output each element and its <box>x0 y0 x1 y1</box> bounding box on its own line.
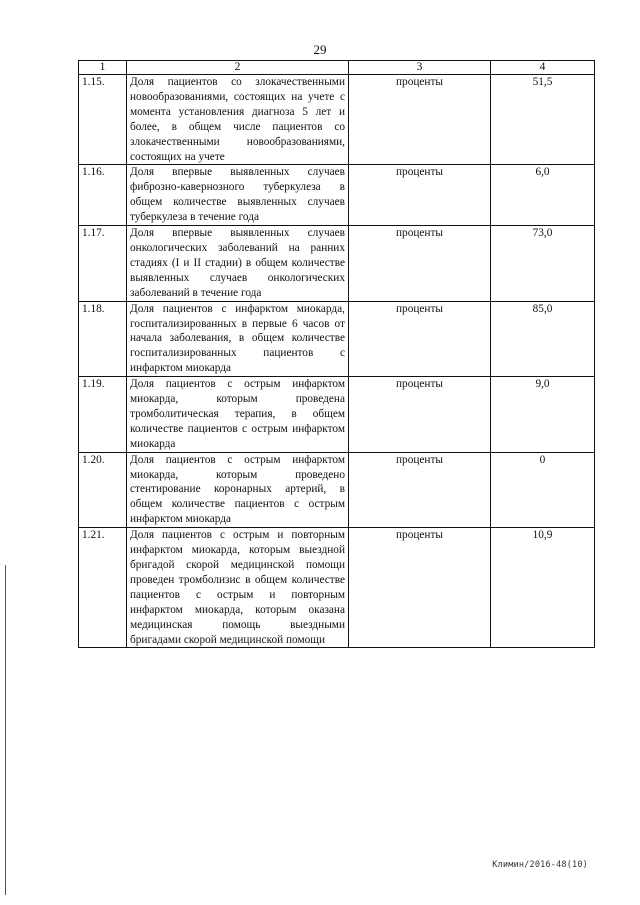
row-indicator-text: Доля пациентов со злокачественными новообразованиями, состоящих на учете с момента установления диагноза 5 лет и более, в общем числе пациентов со злокачественными новообразованиями, состоящих на учете <box>127 75 349 165</box>
table-row <box>79 528 595 648</box>
row-indicator-text: Доля пациентов с острым инфарктом миокарда, которым проведена тромболитическая терапия, в общем количестве пациентов с острым инфарктом миокарда <box>127 377 349 453</box>
column-header-1: 1 <box>79 61 127 75</box>
row-value: 85,0 <box>491 301 595 377</box>
scan-margin-line <box>5 565 6 895</box>
row-unit: проценты <box>349 75 491 165</box>
table-header-row <box>79 61 595 75</box>
page-number: 29 <box>313 42 327 57</box>
row-value: 10,9 <box>491 528 595 648</box>
row-number: 1.16. <box>79 165 127 226</box>
row-number: 1.19. <box>79 377 127 453</box>
row-indicator-text: Доля впервые выявленных случаев фиброзно-кавернозного туберкулеза в общем количестве выявленных случаев туберкулеза в течение года <box>127 165 349 226</box>
row-value: 73,0 <box>491 226 595 302</box>
column-header-2: 2 <box>127 61 349 75</box>
table-row <box>79 165 595 226</box>
row-number: 1.20. <box>79 452 127 528</box>
row-value: 6,0 <box>491 165 595 226</box>
row-unit: проценты <box>349 377 491 453</box>
row-number: 1.18. <box>79 301 127 377</box>
row-value: 51,5 <box>491 75 595 165</box>
row-indicator-text: Доля пациентов с острым и повторным инфарктом миокарда, которым выездной бригадой скорой медицинской помощи проведен тромболизис в общем количестве пациентов с острым и повторным инфарктом миокарда, которым оказана медицинская помощь выездными бригадами скорой медицинской помощи <box>127 528 349 648</box>
row-unit: проценты <box>349 301 491 377</box>
row-indicator-text: Доля пациентов с острым инфарктом миокарда, которым проведено стентирование коронарных артерий, в общем количестве пациентов с острым инфарктом миокарда <box>127 452 349 528</box>
row-indicator-text: Доля пациентов с инфарктом миокарда, госпитализированных в первые 6 часов от начала заболевания, в общем количестве госпитализированных пациентов с инфарктом миокарда <box>127 301 349 377</box>
indicators-table <box>78 60 595 648</box>
row-number: 1.15. <box>79 75 127 165</box>
column-header-4: 4 <box>491 61 595 75</box>
table-row <box>79 377 595 453</box>
table-row <box>79 75 595 165</box>
row-unit: проценты <box>349 452 491 528</box>
row-value: 0 <box>491 452 595 528</box>
table-row <box>79 301 595 377</box>
row-indicator-text: Доля впервые выявленных случаев онкологических заболеваний на ранних стадиях (I и II стадии) в общем количестве выявленных случаев онкологических заболеваний в течение года <box>127 226 349 302</box>
column-header-3: 3 <box>349 61 491 75</box>
document-code: Климин/2016-48(10) <box>492 860 588 870</box>
row-number: 1.17. <box>79 226 127 302</box>
row-unit: проценты <box>349 528 491 648</box>
row-unit: проценты <box>349 165 491 226</box>
row-value: 9,0 <box>491 377 595 453</box>
row-unit: проценты <box>349 226 491 302</box>
row-number: 1.21. <box>79 528 127 648</box>
table-row <box>79 452 595 528</box>
table-row <box>79 226 595 302</box>
